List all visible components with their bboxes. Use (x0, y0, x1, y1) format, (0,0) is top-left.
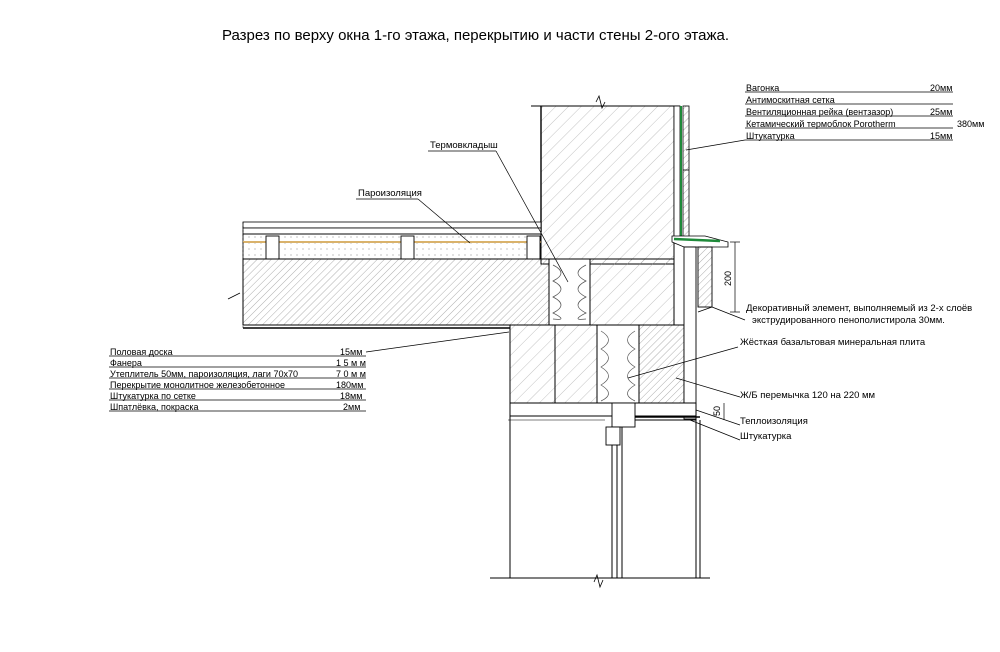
floor-layer-name: Штукатурка по сетке (110, 391, 196, 401)
upper-wall (531, 96, 728, 264)
wall-layer-value: 25мм (930, 107, 953, 117)
label-insulation: Теплоизоляция (740, 416, 808, 427)
floor-layer-value: 1 5 м м (336, 358, 366, 368)
floor-layer-name: Половая доска (110, 347, 173, 357)
label-thermal-insert: Термовкладыш (430, 140, 498, 151)
label-decor-line2: экструдированного пенополистирола 30мм. (752, 315, 945, 326)
wall-layer-value: 15мм (930, 131, 953, 141)
wall-layer-value: 380мм (957, 119, 985, 129)
wall-layer-name: Вагонка (746, 83, 780, 93)
floor-layer-name: Перекрытие монолитное железобетонное (110, 380, 285, 390)
floor-layer-name: Утеплитель 50мм, пароизоляция, лаги 70х70 (110, 369, 298, 379)
wall-layer-name: Кетамический термоблок Porotherm (746, 119, 896, 129)
floor-layer-value: 180мм (336, 380, 364, 390)
floor-layer-value: 7 0 м м (336, 369, 366, 379)
svg-text:200: 200 (723, 270, 733, 286)
label-plaster: Штукатурка (740, 431, 792, 442)
floor-layer-value: 18мм (340, 391, 363, 401)
wall-layer-name: Антимоскитная сетка (746, 95, 835, 105)
label-lintel: Ж/Б перемычка 120 на 220 мм (740, 390, 876, 401)
floor-layer-list (110, 347, 366, 412)
svg-text:50: 50 (712, 405, 722, 416)
floor-layer-name: Шпатлёвка, покраска (110, 402, 199, 412)
floor-layer-value: 2мм (343, 402, 361, 412)
floor-layer-name: Фанера (110, 358, 142, 368)
floor-layer-value: 15мм (340, 347, 363, 357)
wall-layer-value: 20мм (930, 83, 953, 93)
dimension-200 (723, 242, 740, 312)
label-vapor-barrier: Пароизоляция (358, 188, 422, 199)
drawing-title: Разрез по верху окна 1-го этажа, перекрытию и части стены 2-ого этажа. (222, 27, 729, 44)
label-decor-line1: Декоративный элемент, выполняемый из 2-х слоёв (746, 303, 973, 314)
label-basalt: Жёсткая базальтовая минеральная плита (740, 337, 926, 348)
wall-layer-name: Штукатурка (746, 131, 795, 141)
wall-layer-name: Вентиляционная рейка (вентзазор) (746, 107, 894, 117)
